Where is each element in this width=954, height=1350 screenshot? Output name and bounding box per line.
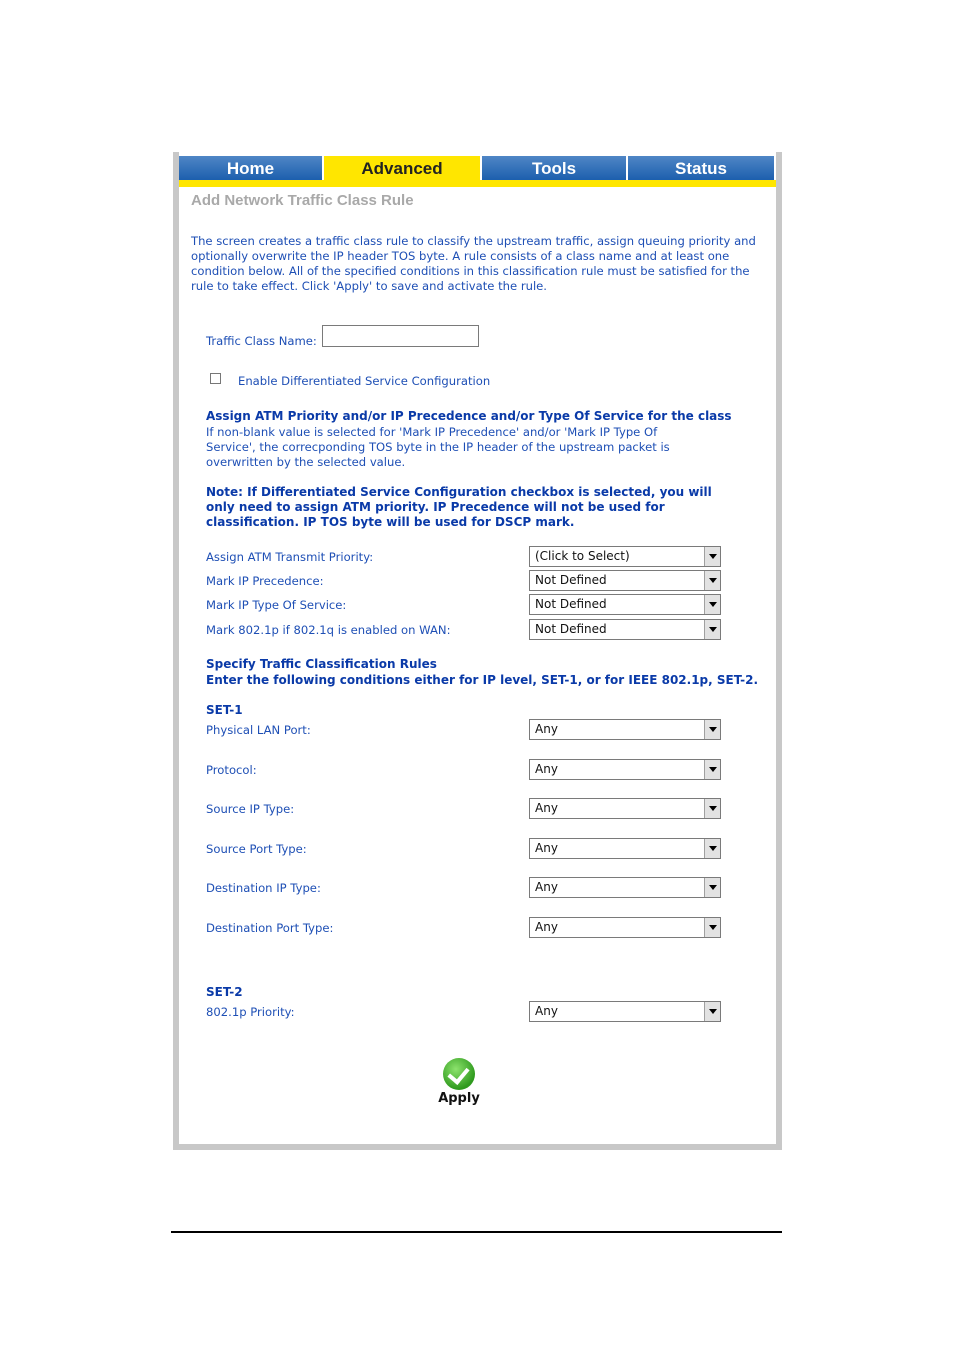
lan-port-label: Physical LAN Port: <box>206 723 311 737</box>
ip-tos-label: Mark IP Type Of Service: <box>206 598 347 612</box>
atm-heading: Assign ATM Priority and/or IP Precedence and/or Type Of Service for the class <box>206 409 732 423</box>
8021p-priority-select[interactable] <box>529 1001 721 1022</box>
apply-button[interactable] <box>437 1058 481 1106</box>
lan-port-value: Any <box>535 722 558 736</box>
lan-port-select[interactable] <box>529 719 721 740</box>
protocol-select[interactable] <box>529 759 721 780</box>
8021p-priority-label: 802.1p Priority: <box>206 1005 295 1019</box>
source-port-type-label: Source Port Type: <box>206 842 307 856</box>
chevron-down-icon <box>704 571 720 590</box>
mark-8021p-value: Not Defined <box>535 622 607 636</box>
set2-heading: SET-2 <box>206 985 243 999</box>
source-ip-type-label: Source IP Type: <box>206 802 295 816</box>
chevron-down-icon <box>704 878 720 897</box>
nav-tabs <box>179 152 776 188</box>
ip-tos-select[interactable] <box>529 594 721 615</box>
destination-port-type-select[interactable] <box>529 917 721 938</box>
destination-ip-type-select[interactable] <box>529 877 721 898</box>
ip-precedence-select[interactable] <box>529 570 721 591</box>
content-panel <box>179 152 776 1144</box>
diffserv-note: Note: If Differentiated Service Configuration checkbox is selected, you will only need to assign ATM priority. IP Precedence will not be used for classification. IP TOS byte will be used for DSCP mark. <box>206 485 712 529</box>
diffserv-checkbox[interactable] <box>210 373 221 384</box>
tab-underline <box>179 180 776 187</box>
destination-ip-type-label: Destination IP Type: <box>206 881 321 895</box>
ip-tos-value: Not Defined <box>535 597 607 611</box>
source-ip-type-value: Any <box>535 801 558 815</box>
chevron-down-icon <box>704 1002 720 1021</box>
rules-heading: Specify Traffic Classification Rules <box>206 657 437 671</box>
mark-8021p-select[interactable] <box>529 619 721 640</box>
chevron-down-icon <box>704 595 720 614</box>
chevron-down-icon <box>704 720 720 739</box>
protocol-value: Any <box>535 762 558 776</box>
ip-precedence-label: Mark IP Precedence: <box>206 574 324 588</box>
diffserv-label: Enable Differentiated Service Configuration <box>238 374 491 388</box>
rules-subheading: Enter the following conditions either for IP level, SET-1, or for IEEE 802.1p, SET-2. <box>206 673 759 687</box>
set1-heading: SET-1 <box>206 703 243 717</box>
traffic-class-name-input[interactable] <box>322 325 479 347</box>
mark-8021p-label: Mark 802.1p if 802.1q is enabled on WAN: <box>206 623 451 637</box>
protocol-label: Protocol: <box>206 763 257 777</box>
chevron-down-icon <box>704 839 720 858</box>
tab-advanced[interactable]: Advanced <box>324 156 482 180</box>
page-description: The screen creates a traffic class rule to classify the upstream traffic, assign queuing priority and optionally overwrite the IP header TOS byte. A rule consists of a class name and at least one condition below. All of the specified conditions in this classification rule must be satisfied for the rule to take effect. Click 'Apply' to save and activate the rule. <box>191 234 756 293</box>
router-page-frame <box>173 152 782 1150</box>
checkmark-icon <box>443 1058 475 1090</box>
tab-home[interactable]: Home <box>179 156 324 180</box>
atm-priority-label: Assign ATM Transmit Priority: <box>206 550 374 564</box>
source-port-type-value: Any <box>535 841 558 855</box>
chevron-down-icon <box>704 760 720 779</box>
traffic-class-name-label: Traffic Class Name: <box>206 334 317 348</box>
chevron-down-icon <box>704 918 720 937</box>
chevron-down-icon <box>704 799 720 818</box>
destination-port-type-value: Any <box>535 920 558 934</box>
chevron-down-icon <box>704 620 720 639</box>
page-bottom-rule <box>171 1231 782 1233</box>
ip-precedence-value: Not Defined <box>535 573 607 587</box>
tab-status[interactable]: Status <box>628 156 776 180</box>
chevron-down-icon <box>704 547 720 566</box>
tab-tools[interactable]: Tools <box>482 156 628 180</box>
page-title: Add Network Traffic Class Rule <box>191 192 414 209</box>
source-port-type-select[interactable] <box>529 838 721 859</box>
destination-port-type-label: Destination Port Type: <box>206 921 334 935</box>
apply-label: Apply <box>438 1091 480 1106</box>
atm-priority-value: (Click to Select) <box>535 549 630 563</box>
8021p-priority-value: Any <box>535 1004 558 1018</box>
atm-priority-select[interactable] <box>529 546 721 567</box>
atm-description: If non-blank value is selected for 'Mark IP Precedence' and/or 'Mark IP Type Of Service', the correcponding TOS byte in the IP header of the upstream packet is overwritten by the selected value. <box>206 425 670 469</box>
source-ip-type-select[interactable] <box>529 798 721 819</box>
destination-ip-type-value: Any <box>535 880 558 894</box>
